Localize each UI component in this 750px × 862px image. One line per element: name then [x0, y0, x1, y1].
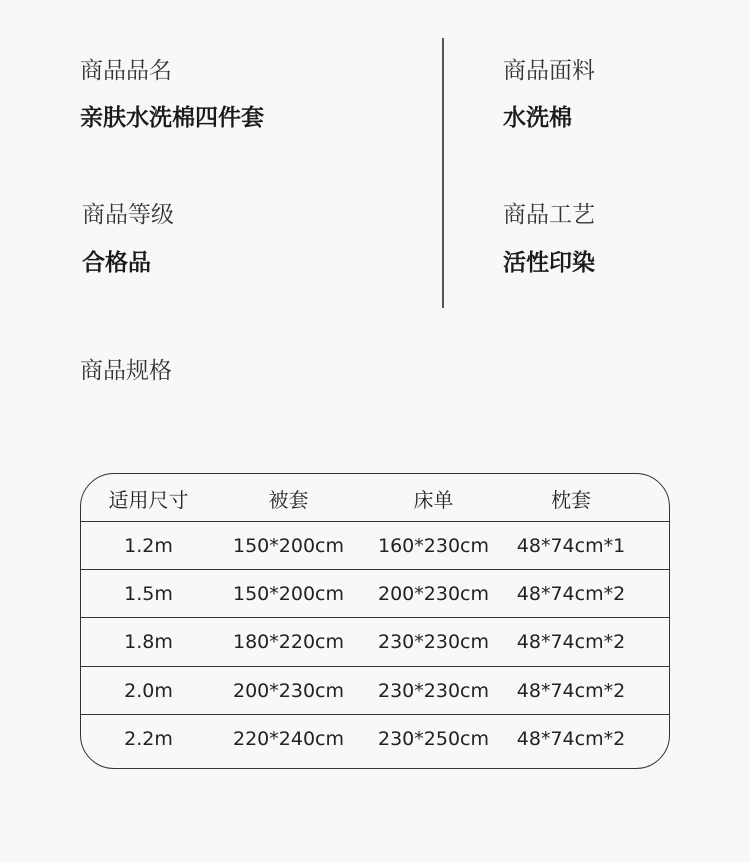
table-cell-pillowcase: 48*74cm*2 [516, 631, 626, 653]
table-cell-duvet-cover: 180*220cm [233, 631, 344, 653]
table-row [81, 569, 669, 618]
table-cell-size: 2.0m [124, 680, 173, 702]
product-name-label: 商品品名 [80, 58, 172, 84]
table-cell-duvet-cover: 220*240cm [233, 728, 344, 750]
table-cell-duvet-cover: 200*230cm [233, 680, 344, 702]
spec-table [80, 473, 670, 769]
table-cell-pillowcase: 48*74cm*1 [516, 535, 626, 557]
product-fabric-value: 水洗棉 [503, 105, 572, 131]
table-row [81, 617, 669, 666]
table-cell-size: 1.2m [124, 535, 173, 557]
product-name-value: 亲肤水洗棉四件套 [80, 105, 264, 131]
header-cell-size: 适用尺寸 [108, 487, 189, 512]
spec-title: 商品规格 [80, 358, 172, 384]
table-cell-duvet-cover: 150*200cm [233, 583, 344, 605]
table-cell-pillowcase: 48*74cm*2 [516, 728, 626, 750]
header-cell-duvet-cover: 被套 [268, 487, 309, 512]
table-cell-bed-sheet: 230*250cm [378, 728, 489, 750]
table-header-row [81, 474, 669, 522]
table-cell-size: 1.8m [124, 631, 173, 653]
product-fabric-label: 商品面料 [503, 58, 595, 84]
table-cell-duvet-cover: 150*200cm [233, 535, 344, 557]
header-cell-bed-sheet: 床单 [413, 487, 454, 512]
vertical-divider [442, 38, 444, 308]
product-craft-value: 活性印染 [503, 250, 595, 276]
table-row [81, 714, 669, 763]
table-cell-bed-sheet: 160*230cm [378, 535, 489, 557]
table-cell-size: 1.5m [124, 583, 173, 605]
table-cell-size: 2.2m [124, 728, 173, 750]
table-cell-pillowcase: 48*74cm*2 [516, 583, 626, 605]
product-craft-label: 商品工艺 [503, 202, 595, 228]
product-grade-label: 商品等级 [82, 202, 174, 228]
product-grade-value: 合格品 [82, 250, 151, 276]
table-cell-bed-sheet: 230*230cm [378, 680, 489, 702]
table-cell-bed-sheet: 230*230cm [378, 631, 489, 653]
table-row [81, 521, 669, 570]
header-cell-pillowcase: 枕套 [551, 487, 591, 512]
table-cell-bed-sheet: 200*230cm [378, 583, 489, 605]
table-cell-pillowcase: 48*74cm*2 [516, 680, 626, 702]
table-row [81, 666, 669, 715]
